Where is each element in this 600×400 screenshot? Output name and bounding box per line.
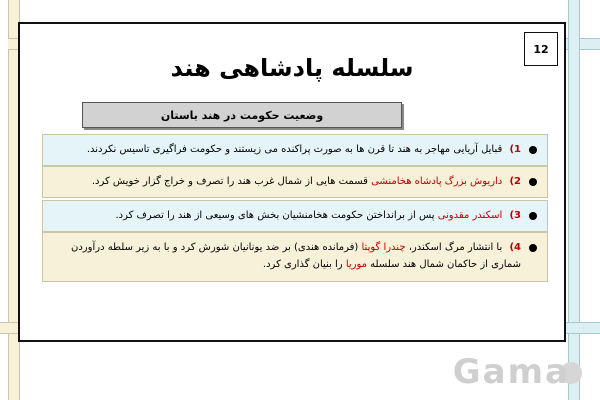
item-number: 1): [509, 144, 521, 155]
bullet-icon: [529, 146, 537, 154]
item-pre: با انتشار مرگ اسکندر،: [405, 242, 503, 253]
item-highlight: اسکندر مقدونی: [437, 210, 503, 221]
list-item: [42, 166, 548, 198]
watermark: Gama: [452, 352, 570, 392]
item-text: [53, 173, 521, 190]
page-title: سلسله پادشاهی هند: [170, 54, 414, 82]
bullet-icon: [529, 244, 537, 252]
list-item: [42, 134, 548, 166]
item-highlight: چندرا گوپتا: [361, 242, 406, 253]
bullet-icon: [529, 212, 537, 220]
list-item: [42, 200, 548, 232]
frame-bar-right: [568, 0, 580, 400]
item-body: قبایل آریایی مهاجر به هند تا قرن ها به صورت پراکنده می زیستند و حکومت فراگیری تاسیس نکردند.: [86, 144, 503, 155]
item-body-2: را بنیان گذاری کرد.: [262, 259, 346, 270]
item-text: [53, 207, 521, 224]
item-number: 3): [509, 210, 521, 221]
item-text: [53, 239, 521, 273]
item-text: [53, 141, 521, 158]
bullet-icon: [529, 178, 537, 186]
page-number: 12: [524, 32, 558, 66]
item-body: (فرمانده هندی) بر ضد یونانیان شورش کرد و با به زیر سلطه درآوردن شماری از حاکمان شمال هند سلسله: [71, 242, 521, 270]
page-subtitle: وضعیت حکومت در هند باستان: [82, 102, 402, 128]
slide: [18, 22, 566, 342]
item-number: 2): [509, 176, 521, 187]
item-body: پس از برانداختن حکومت هخامنشیان بخش های وسیعی از هند را تصرف کرد.: [115, 210, 438, 221]
list-item: [42, 232, 548, 282]
item-highlight: داریوش بزرگ پادشاه هخامنشی: [371, 176, 503, 187]
item-number: 4): [509, 242, 521, 253]
item-body: قسمت هایی از شمال غرب هند را تصرف و خراج گزار خویش کرد.: [91, 176, 372, 187]
item-highlight-2: موریا: [345, 259, 367, 270]
